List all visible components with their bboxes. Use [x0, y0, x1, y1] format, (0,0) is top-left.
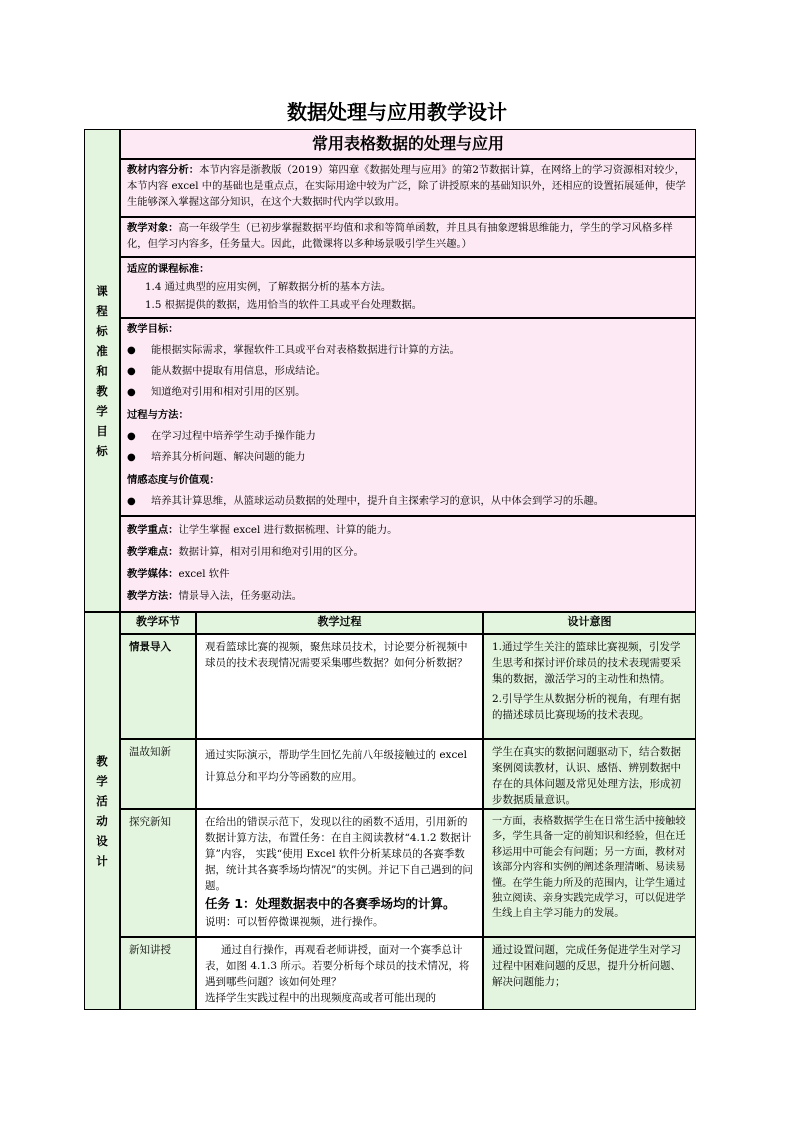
process-cell: 在给出的错误示范下，发现以往的函数不适用，引用新的数据计算方法，布置任务：在自主阅读教材“4.1.2 数据计算”内容， 实践“使用 Excel 软件分析某球员的各赛季数据，统计其各赛季场均情况”的实例。并记下自己遇到的问题。 任务 1：处理数据表中的各赛季场均的计算。 说明：可以暂停微课视频，进行操作。 [196, 809, 483, 937]
header-process: 教学过程 [196, 612, 483, 634]
process-cell: 通过自行操作，再观看老师讲授，面对一个赛季总计表，如图 4.1.3 所示。若要分析每个球员的技术情况，将遇到哪些问题？该如何处理？ 选择学生实践过程中的出现频度高或者可能出现的 [196, 937, 483, 1010]
bullet-icon: ● [127, 366, 136, 377]
bullet-icon: ● [127, 452, 136, 463]
intent-cell: 1.通过学生关注的篮球比赛视频，引发学生思考和探讨评价球员的技术表现需要采集的数据，激活学习的主动性和热情。 2.引导学生从数据分析的视角，有理有据的描述球员比赛现场的技术表现。 [483, 634, 696, 739]
stage-cell: 探究新知 [120, 809, 196, 937]
intent-cell: 一方面，表格数据学生在日常生活中接触较多，学生具备一定的前知识和经验，但在迁移运用中可能会有问题；另一方面，教材对该部分内容和实例的阐述条理清晰、易读易懂。在学生能力所及的范围内，让学生通过独立阅读、亲身实践完成学习，可以促进学生线上自主学习能力的发展。 [483, 809, 696, 937]
stage-cell: 新知讲授 [120, 937, 196, 1010]
section-one-side-label: 课 程 标 准 和 教 学 目 标 [84, 129, 120, 612]
bullet-icon: ● [127, 496, 136, 507]
standard-item: 1.5 根据提供的数据，选用恰当的软件工具或平台处理数据。 [145, 299, 423, 311]
task-label: 任务 1：处理数据表中的各赛季场均的计算。 [205, 896, 456, 911]
standard-item: 1.4 通过典型的应用实例，了解数据分析的基本方法。 [145, 281, 392, 293]
curriculum-standards: 适应的课程标准： 1.4 通过典型的应用实例，了解数据分析的基本方法。 1.5 根据提供的数据，选用恰当的软件工具或平台处理数据。 [120, 257, 696, 318]
stage-cell: 温故知新 [120, 739, 196, 809]
process-cell: 观看篮球比赛的视频，聚焦球员技术，讨论要分析视频中球员的技术表现情况需要采集哪些数据？如何分析数据？ [196, 634, 483, 739]
bullet-icon: ● [127, 431, 136, 442]
teaching-key-points: 教学重点：让学生掌握 excel 进行数据梳理、计算的能力。 教学难点：数据计算，相对引用和绝对引用的区分。 教学媒体：excel 软件 教学方法：情景导入法，任务驱动法。 [120, 516, 696, 612]
bullet-icon: ● [127, 387, 136, 398]
intent-cell: 通过设置问题，完成任务促进学生对学习过程中困难问题的反思，提升分析问题、解决问题能力； [483, 937, 696, 1010]
goal-item: ● 能根据实际需求，掌握软件工具或平台对表格数据进行计算的方法。 [127, 342, 689, 359]
emotion-item: ● 培养其计算思维，从篮球运动员数据的处理中，提升自主探索学习的意识，从中体会到学习的乐趣。 [127, 493, 689, 510]
process-cell: 通过实际演示，帮助学生回忆先前八年级接触过的 excel 计算总分和平均分等函数的应用。 [196, 739, 483, 809]
lesson-plan-table [84, 129, 696, 1010]
intent-cell: 学生在真实的数据问题驱动下，结合数据案例阅读教材，认识、感悟、辨别数据中存在的具体问题及常见处理方法，形成初步数据质量意识。 [483, 739, 696, 809]
goal-item: ● 知道绝对引用和相对引用的区别。 [127, 384, 689, 401]
goal-item: ● 能从数据中提取有用信息，形成结论。 [127, 363, 689, 380]
header-intent: 设计意图 [483, 612, 696, 634]
lesson-subtitle: 常用表格数据的处理与应用 [120, 129, 696, 159]
header-stage: 教学环节 [120, 612, 196, 634]
teaching-target: 教学对象：高一年级学生（已初步掌握数据平均值和求和等简单函数，并且具有抽象逻辑思维能力，学生的学习风格多样化，但学习内容多，任务量大。因此，此微课将以多种场景吸引学生兴趣。） [120, 217, 696, 257]
document-title: 数据处理与应用教学设计 [287, 100, 507, 124]
material-analysis: 教材内容分析：本节内容是浙教版（2019）第四章《数据处理与应用》的第2节数据计算，在网络上的学习资源相对较少，本节内容 excel 中的基础也是重点点，在实际用途中较为广泛，除了讲授原来的基础知识外，还相应的设置拓展延伸，使学生能够深入掌握这部分知识，在这个大数据时代内学以致用。 [120, 159, 696, 217]
teaching-goals: 教学目标： ● 能根据实际需求，掌握软件工具或平台对表格数据进行计算的方法。 ● 能从数据中提取有用信息，形成结论。 ● 知道绝对引用和相对引用的区别。 过程与方法： ● 在学习过程中培养学生动手操作能力 ● 培养其分析问题、解决问题的能力 情感态度与价值观： ● 培养其计算思维，从篮球运动员数据的处理中，提升自主探索学习的意识，从中体会到学习的乐趣。 [120, 318, 696, 516]
bullet-icon: ● [127, 345, 136, 356]
stage-cell: 情景导入 [120, 634, 196, 739]
section-two-side-label: 教 学 活 动 设 计 [84, 612, 120, 1010]
process-item: ● 培养其分析问题、解决问题的能力 [127, 449, 689, 466]
process-item: ● 在学习过程中培养学生动手操作能力 [127, 428, 689, 445]
